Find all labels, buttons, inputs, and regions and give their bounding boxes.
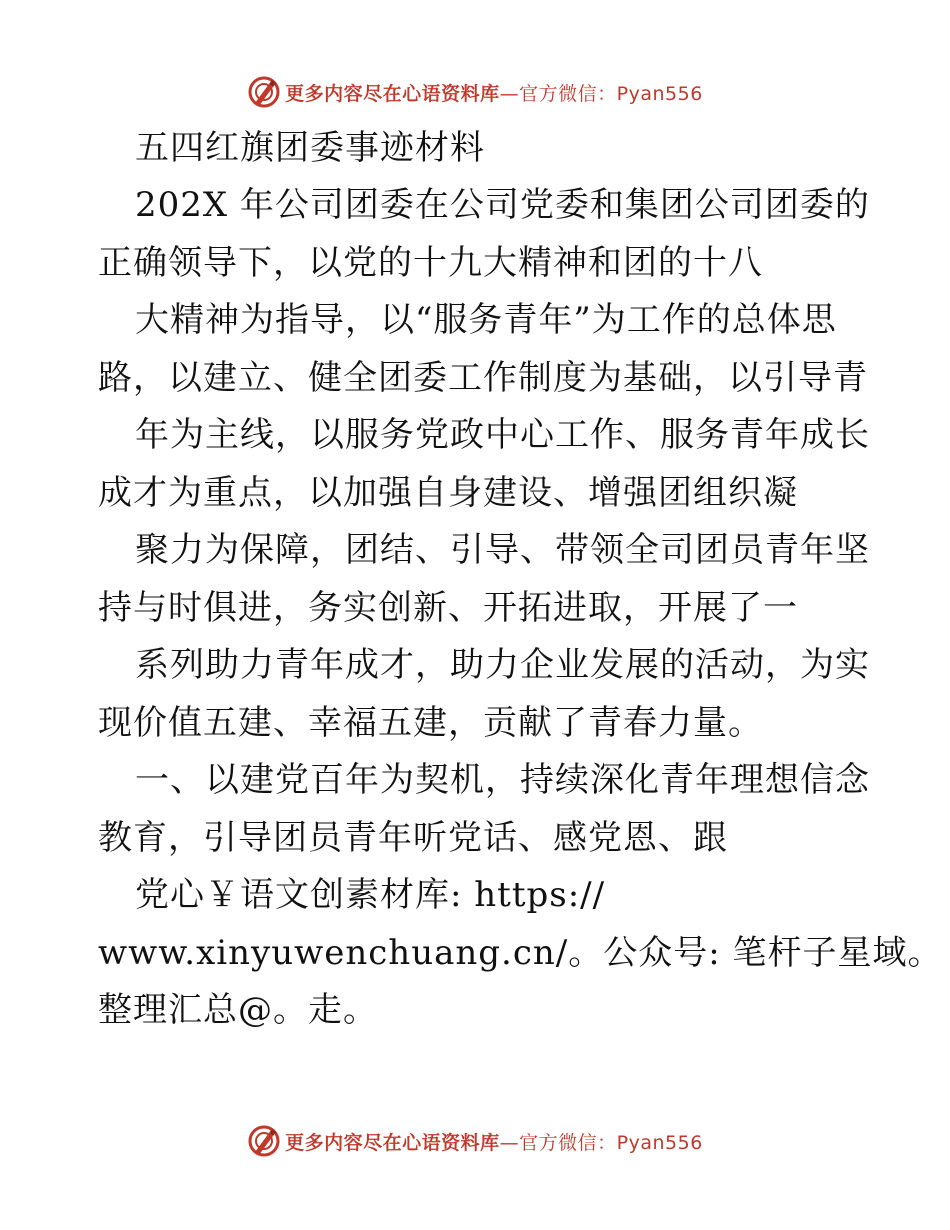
footer-banner-text bbox=[285, 1128, 703, 1155]
paragraph-line: 整理汇总@。走。 bbox=[98, 990, 378, 1030]
header-banner-wechat: 官方微信：Pyan556 bbox=[519, 82, 703, 105]
paragraph-line: 年为主线，以服务党政中心工作、服务青年成长 bbox=[135, 415, 870, 455]
footer-banner-main: 更多内容尽在心语资料库 bbox=[285, 1131, 500, 1154]
pen-logo-icon bbox=[247, 75, 281, 109]
footer-banner bbox=[0, 1121, 950, 1161]
footer-banner-wechat: 官方微信：Pyan556 bbox=[519, 1131, 703, 1154]
document-title: 五四红旗团委事迹材料 bbox=[135, 128, 485, 168]
paragraph-line: 一、以建党百年为契机，持续深化青年理想信念 bbox=[135, 760, 870, 800]
paragraph-line: 聚力为保障，团结、引导、带领全司团员青年坚 bbox=[135, 530, 870, 570]
paragraph-line: 路，以建立、健全团委工作制度为基础，以引导青 bbox=[98, 358, 868, 398]
header-banner-text bbox=[285, 79, 703, 106]
paragraph-line: 大精神为指导，以“服务青年”为工作的总体思 bbox=[135, 300, 837, 340]
header-banner-main: 更多内容尽在心语资料库 bbox=[285, 82, 500, 105]
pen-logo-icon bbox=[247, 1124, 281, 1158]
paragraph-line: 系列助力青年成才，助力企业发展的活动，为实 bbox=[135, 645, 870, 685]
paragraph-line: 正确领导下，以党的十九大精神和团的十八 bbox=[98, 243, 763, 283]
paragraph-line: 教育，引导团员青年听党话、感党恩、跟 bbox=[98, 818, 728, 858]
paragraph-line: 202X 年公司团委在公司党委和集团公司团委的 bbox=[135, 185, 870, 225]
paragraph-line: 持与时俱进，务实创新、开拓进取，开展了一 bbox=[98, 588, 798, 628]
header-banner-dash: — bbox=[499, 82, 520, 105]
paragraph-line: 成才为重点，以加强自身建设、增强团组织凝 bbox=[98, 473, 798, 513]
footer-banner-dash: — bbox=[499, 1131, 520, 1154]
paragraph-line: 现价值五建、幸福五建，贡献了青春力量。 bbox=[98, 703, 763, 743]
paragraph-line: www.xinyuwenchuang.cn/。公众号: 笔杆子星域。 bbox=[98, 933, 943, 973]
paragraph-line: 党心￥语文创素材库: https:// bbox=[135, 875, 606, 915]
header-banner bbox=[0, 72, 950, 112]
